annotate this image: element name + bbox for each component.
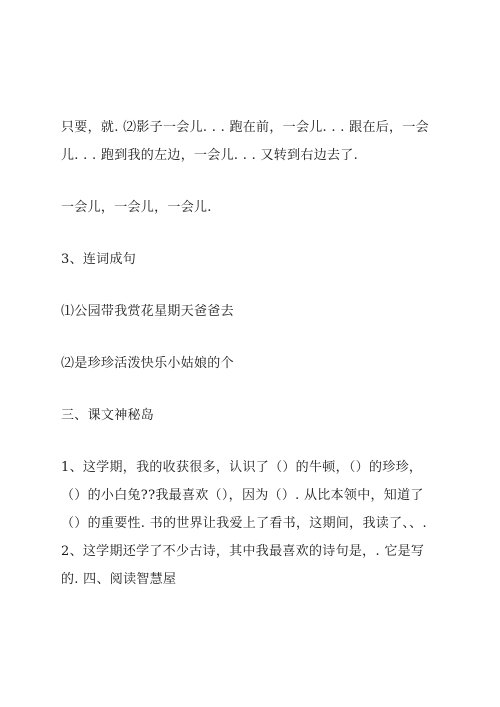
sentence-item-2 [61,350,441,378]
text-line: 三、课文神秘岛 [61,408,155,423]
text-line: 3、连词成句 [61,252,137,267]
text-line: 2、这学期还学了不少古诗，其中我最喜欢的诗句是，. 它是写 [61,544,425,559]
text-line: ⑴公园带我赏花星期天爸爸去 [61,304,234,319]
text-line: 一会儿，一会儿，一会儿. [61,200,212,215]
section-heading-kewen [61,402,441,430]
text-line: ⑵是珍珍活泼快乐小姑娘的个 [61,356,234,371]
paragraph-yihuier [61,194,441,222]
text-line: 儿. . . 跑到我的左边，一会儿. . . 又转到右边去了. [61,148,359,163]
text-line: （）的小白兔??我最喜欢（），因为（）. 从比本领中，知道了 [61,488,424,503]
section-heading-lianci [61,246,441,274]
paragraph-harvest [61,454,441,594]
paragraph-shadow [61,114,441,170]
text-line: （）的重要性. 书的世界让我爱上了看书，这期间，我读了、、. [61,516,427,531]
sentence-item-1 [61,298,441,326]
text-line: 的. 四、阅读智慧屋 [61,572,177,587]
text-line: 1、这学期，我的收获很多，认识了（）的牛顿，（）的珍珍， [61,460,423,475]
text-line: 只要，就. ⑵影子一会儿. . . 跑在前，一会儿. . . 跟在后，一会 [61,120,429,135]
